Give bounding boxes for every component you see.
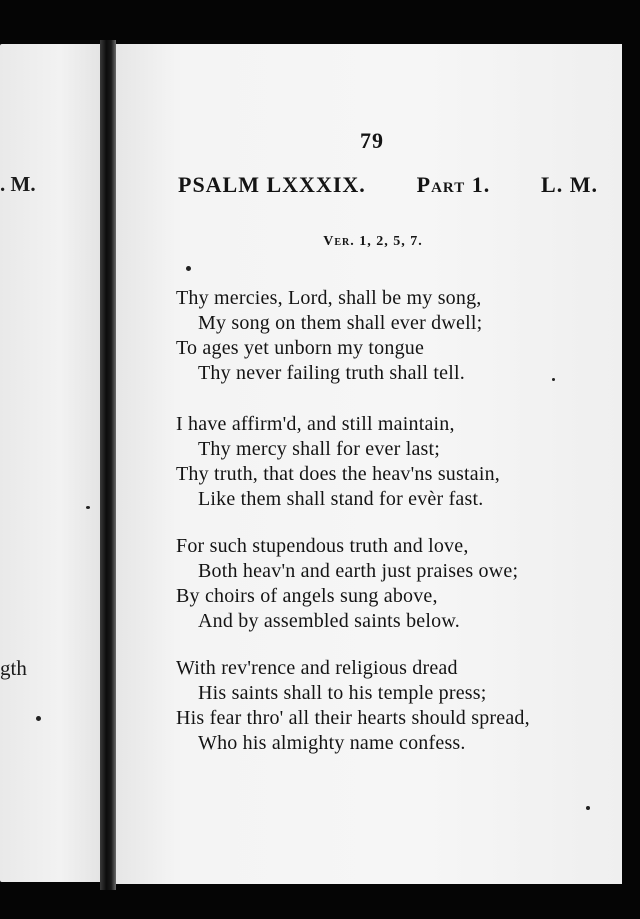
- stanza-line: Who his almighty name confess.: [198, 732, 466, 754]
- stanza: [176, 534, 616, 634]
- verse-references: Ver. 1, 2, 5, 7.: [323, 234, 423, 249]
- stanza-line: For such stupendous truth and love,: [176, 535, 469, 557]
- stanza-line: To ages yet unborn my tongue: [176, 337, 425, 359]
- previous-page-fragment: [0, 44, 100, 882]
- stanza: [176, 656, 616, 756]
- stanza: [176, 286, 616, 386]
- previous-page-text-fragment: gth: [0, 656, 27, 680]
- stanza-line: And by assembled saints below.: [198, 610, 460, 632]
- psalm-title: PSALM LXXXIX.: [178, 172, 366, 197]
- ink-speck: [86, 506, 90, 509]
- psalm-page: [116, 44, 622, 884]
- page-number: 79: [360, 128, 384, 153]
- book-gutter: [100, 40, 116, 890]
- psalm-meter: L. M.: [541, 172, 598, 197]
- stanza-line: With rev'rence and religious dread: [176, 657, 458, 679]
- ink-speck: [36, 716, 41, 721]
- previous-page-heading-fragment: . M.: [0, 172, 36, 196]
- psalm-part: Part 1.: [416, 172, 491, 197]
- ink-speck: [552, 378, 555, 381]
- ink-speck: [586, 806, 590, 810]
- stanza-line: Thy truth, that does the heav'ns sustain,: [176, 463, 500, 485]
- stanza-line: Like them shall stand for evèr fast.: [198, 488, 484, 510]
- stanza-line: His fear thro' all their hearts should spread,: [176, 707, 530, 729]
- stanza-line: I have affirm'd, and still maintain,: [176, 413, 455, 435]
- stanza-line: Thy never failing truth shall tell.: [198, 362, 465, 384]
- stanza-line: His saints shall to his temple press;: [198, 682, 487, 704]
- ink-speck: [186, 266, 191, 271]
- psalm-heading: [178, 172, 598, 198]
- stanza: [176, 412, 616, 512]
- stanza-line: My song on them shall ever dwell;: [198, 312, 483, 334]
- stanza-line: Thy mercies, Lord, shall be my song,: [176, 287, 482, 309]
- stanza-line: Thy mercy shall for ever last;: [198, 438, 441, 460]
- stanza-line: By choirs of angels sung above,: [176, 585, 438, 607]
- stanza-line: Both heav'n and earth just praises owe;: [198, 560, 519, 582]
